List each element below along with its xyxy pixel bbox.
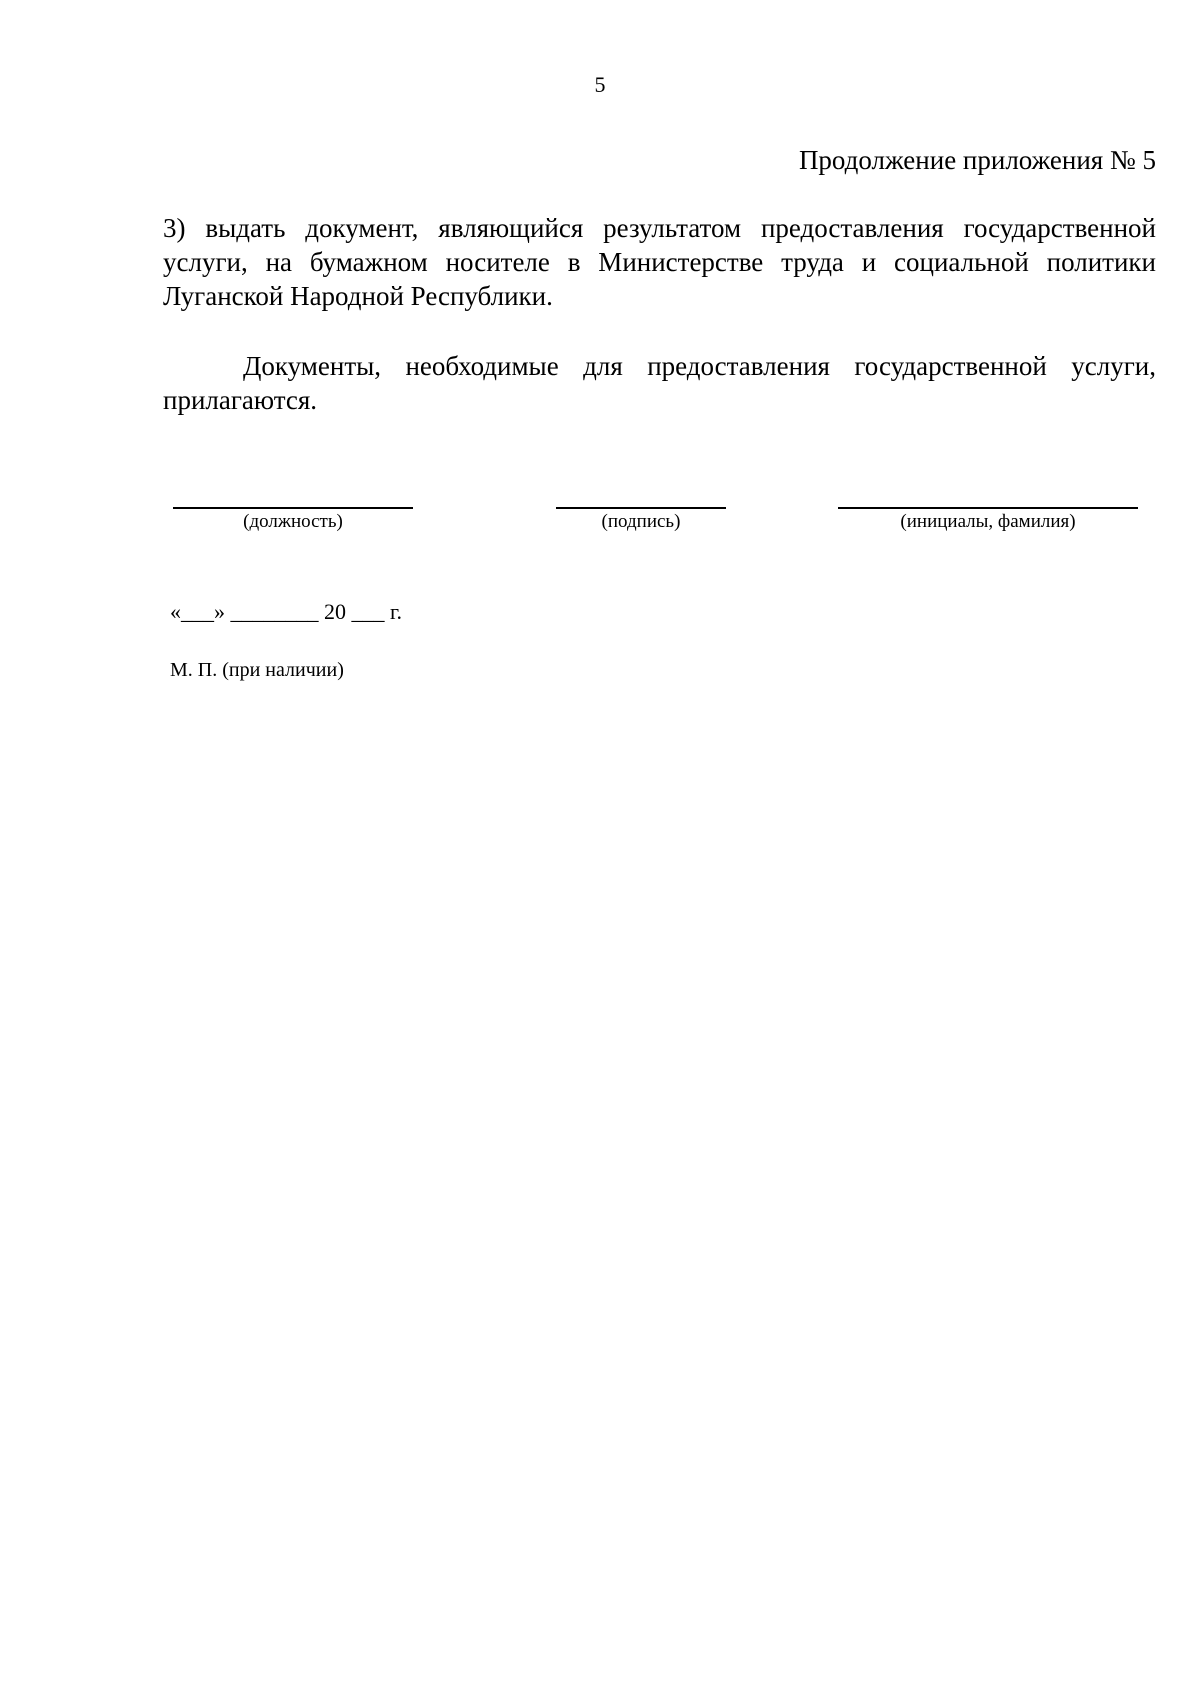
stamp-placeholder: М. П. (при наличии)	[170, 659, 344, 681]
position-line	[173, 507, 413, 509]
attachments-paragraph: Документы, необходимые для предоставления государственной услуги, прилагаются.	[163, 351, 1156, 415]
page-number: 5	[594, 72, 606, 97]
result-delivery-paragraph: 3) выдать документ, являющийся результатом предоставления государственной услуги, на бумажном носителе в Министерстве труда и социальной политики Луганской Народной Республики.	[163, 213, 1156, 311]
full-name-line	[838, 507, 1138, 509]
position-caption: (должность)	[243, 511, 343, 532]
appendix-continuation-note: Продолжение приложения № 5	[798, 145, 1156, 175]
date-line: «___» ________ 20 ___ г.	[170, 599, 403, 624]
full-name-caption: (инициалы, фамилия)	[900, 511, 1076, 532]
signature-caption: (подпись)	[601, 511, 681, 532]
signature-line	[556, 507, 726, 509]
